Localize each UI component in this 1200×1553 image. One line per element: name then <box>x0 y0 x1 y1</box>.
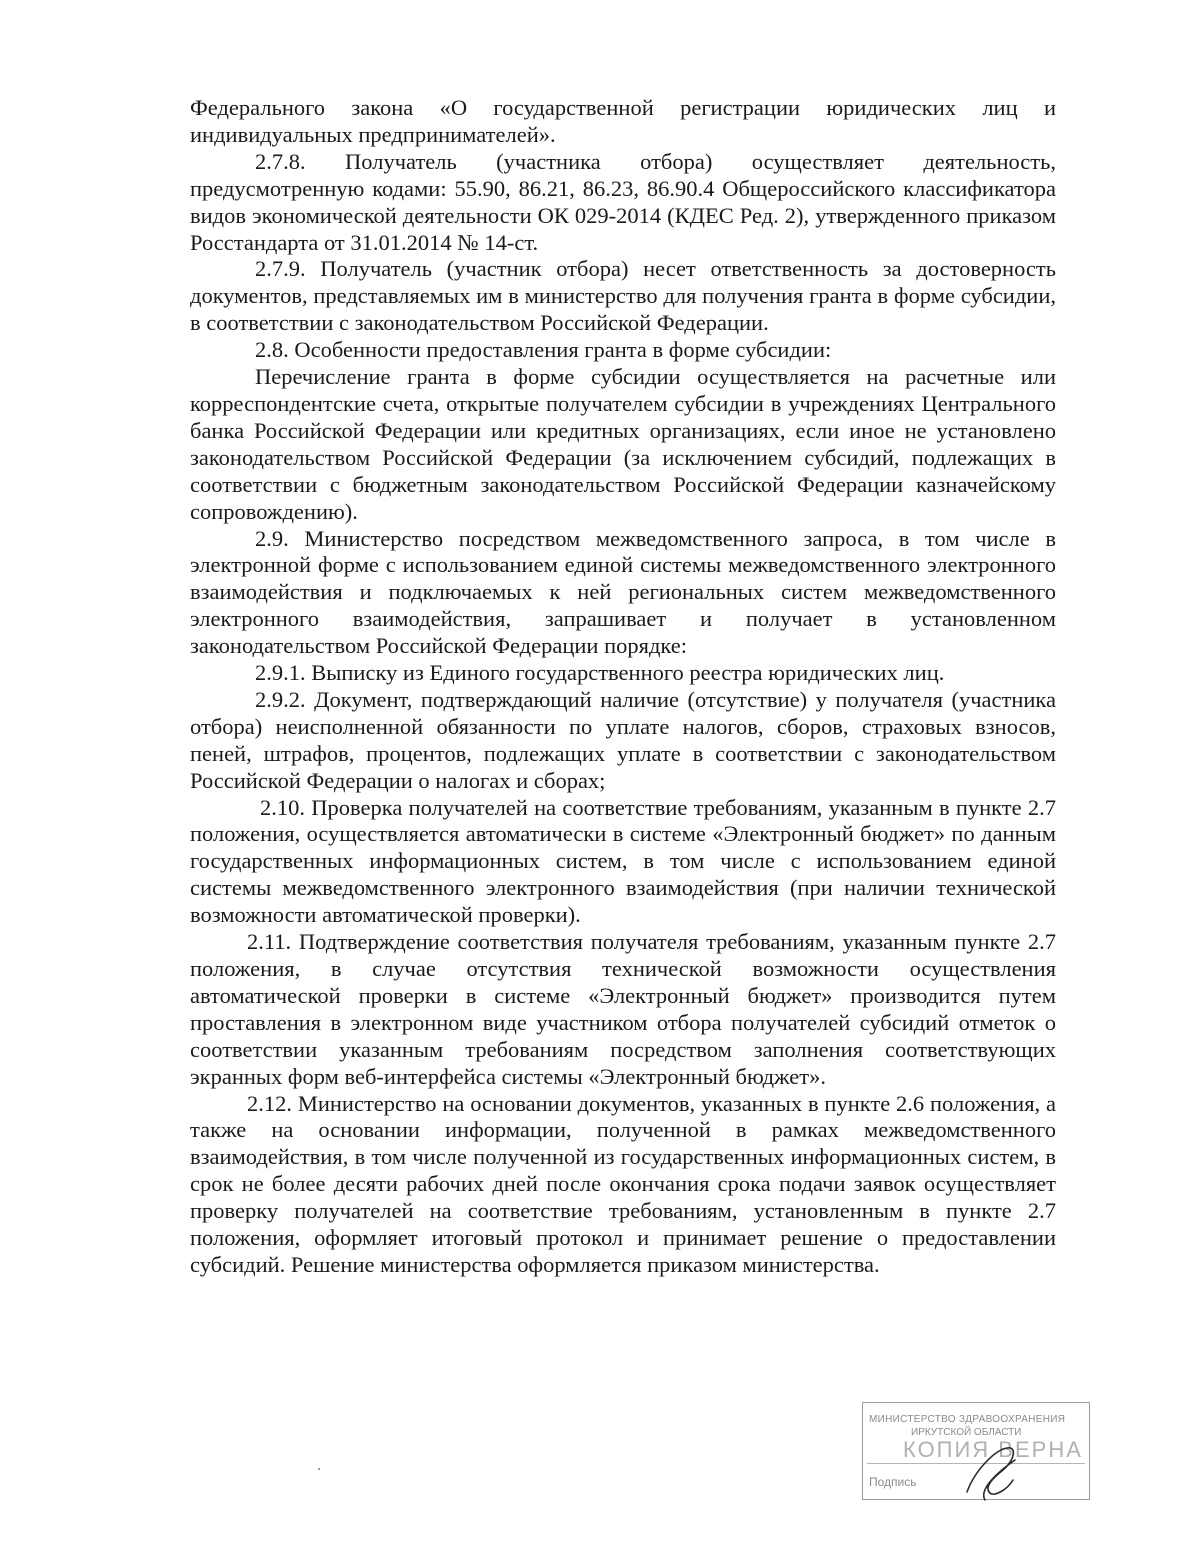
handwritten-signature <box>955 1430 1035 1510</box>
paragraph: 2.7.8. Получатель (участника отбора) осуществляет деятельность, предусмотренную кодами: 55.90, 86.21, 86.23, 86.90.4 Общероссийского классификатора видов экономической деятельности ОК 029-2014 (КДЕС Ред. 2), утвержденного приказом Росстандарта от 31.01.2014 № 14-ст. <box>190 148 1056 255</box>
paragraph: Перечисление гранта в форме субсидии осуществляется на расчетные или корреспондентские счета, открытые получателем субсидии в учреждениях Центрального банка Российской Федерации или кредитных организациях, если иное не установлено законодательством Российской Федерации (за исключением субсидий, подлежащих в соответствии с бюджетным законодательством Российской Федерации казначейскому сопровождению). <box>190 364 1056 524</box>
document-body <box>190 95 1056 1279</box>
stamp-signature-label: Подпись <box>869 1475 917 1489</box>
scan-speck <box>318 1468 320 1470</box>
paragraph: 2.10. Проверка получателей на соответствие требованиям, указанным в пункте 2.7 положения, осуществляется автоматически в системе «Электронный бюджет» по данным государственных информационных систем, в том числе с использованием единой системы межведомственного электронного взаимодействия (при наличии технической возможности автоматической проверки). <box>190 794 1056 928</box>
paragraph: 2.11. Подтверждение соответствия получателя требованиям, указанным пункте 2.7 положения, в случае отсутствия технической возможности осуществления автоматической проверки в системе «Электронный бюджет» производится путем проставления в электронном виде участником отбора получателей субсидий отметок о соответствии указанным требованиям посредством заполнения соответствующих экранных форм веб-интерфейса системы «Электронный бюджет». <box>190 929 1056 1089</box>
stamp-region-line: ИРКУТСКОЙ ОБЛАСТИ <box>911 1427 1022 1438</box>
paragraph: 2.8. Особенности предоставления гранта в форме субсидии: <box>255 337 832 363</box>
stamp-ministry-line: МИНИСТЕРСТВО ЗДРАВООХРАНЕНИЯ <box>869 1414 1066 1425</box>
paragraph: 2.9.1. Выписку из Единого государственного реестра юридических лиц. <box>255 660 945 686</box>
paragraph: 2.9. Министерство посредством межведомственного запроса, в том числе в электронной форме с использованием единой системы межведомственного электронного взаимодействия и подключаемых к ней региональных систем межведомственного электронного взаимодействия, запрашивает и получает в установленном законодательством Российской Федерации порядке: <box>190 525 1056 659</box>
paragraph: 2.9.2. Документ, подтверждающий наличие (отсутствие) у получателя (участника отбора) неисполненной обязанности по уплате налогов, сборов, страховых взносов, пеней, штрафов, процентов, подлежащих уплате в соответствии с законодательством Российской Федерации о налогах и сборах; <box>190 686 1056 793</box>
paragraph: 2.12. Министерство на основании документов, указанных в пункте 2.6 положения, а также на основании информации, полученной в рамках межведомственного взаимодействия, в том числе полученной из государственных информационных систем, в срок не более десяти рабочих дней после окончания срока подачи заявок осуществляет проверку получателей на соответствие требованиям, установленным в пункте 2.7 положения, оформляет итоговый протокол и принимает решение о предоставлении субсидий. Решение министерства оформляется приказом министерства. <box>190 1090 1056 1277</box>
paragraph: Федерального закона «О государственной регистрации юридических лиц и индивидуальных предпринимателей». <box>190 95 1056 147</box>
stamp-copy-verified: КОПИЯ ВЕРНА <box>903 1437 1083 1462</box>
paragraph: 2.7.9. Получатель (участник отбора) несет ответственность за достоверность документов, представляемых им в министерство для получения гранта в форме субсидии, в соответствии с законодательством Российской Федерации. <box>190 256 1056 336</box>
